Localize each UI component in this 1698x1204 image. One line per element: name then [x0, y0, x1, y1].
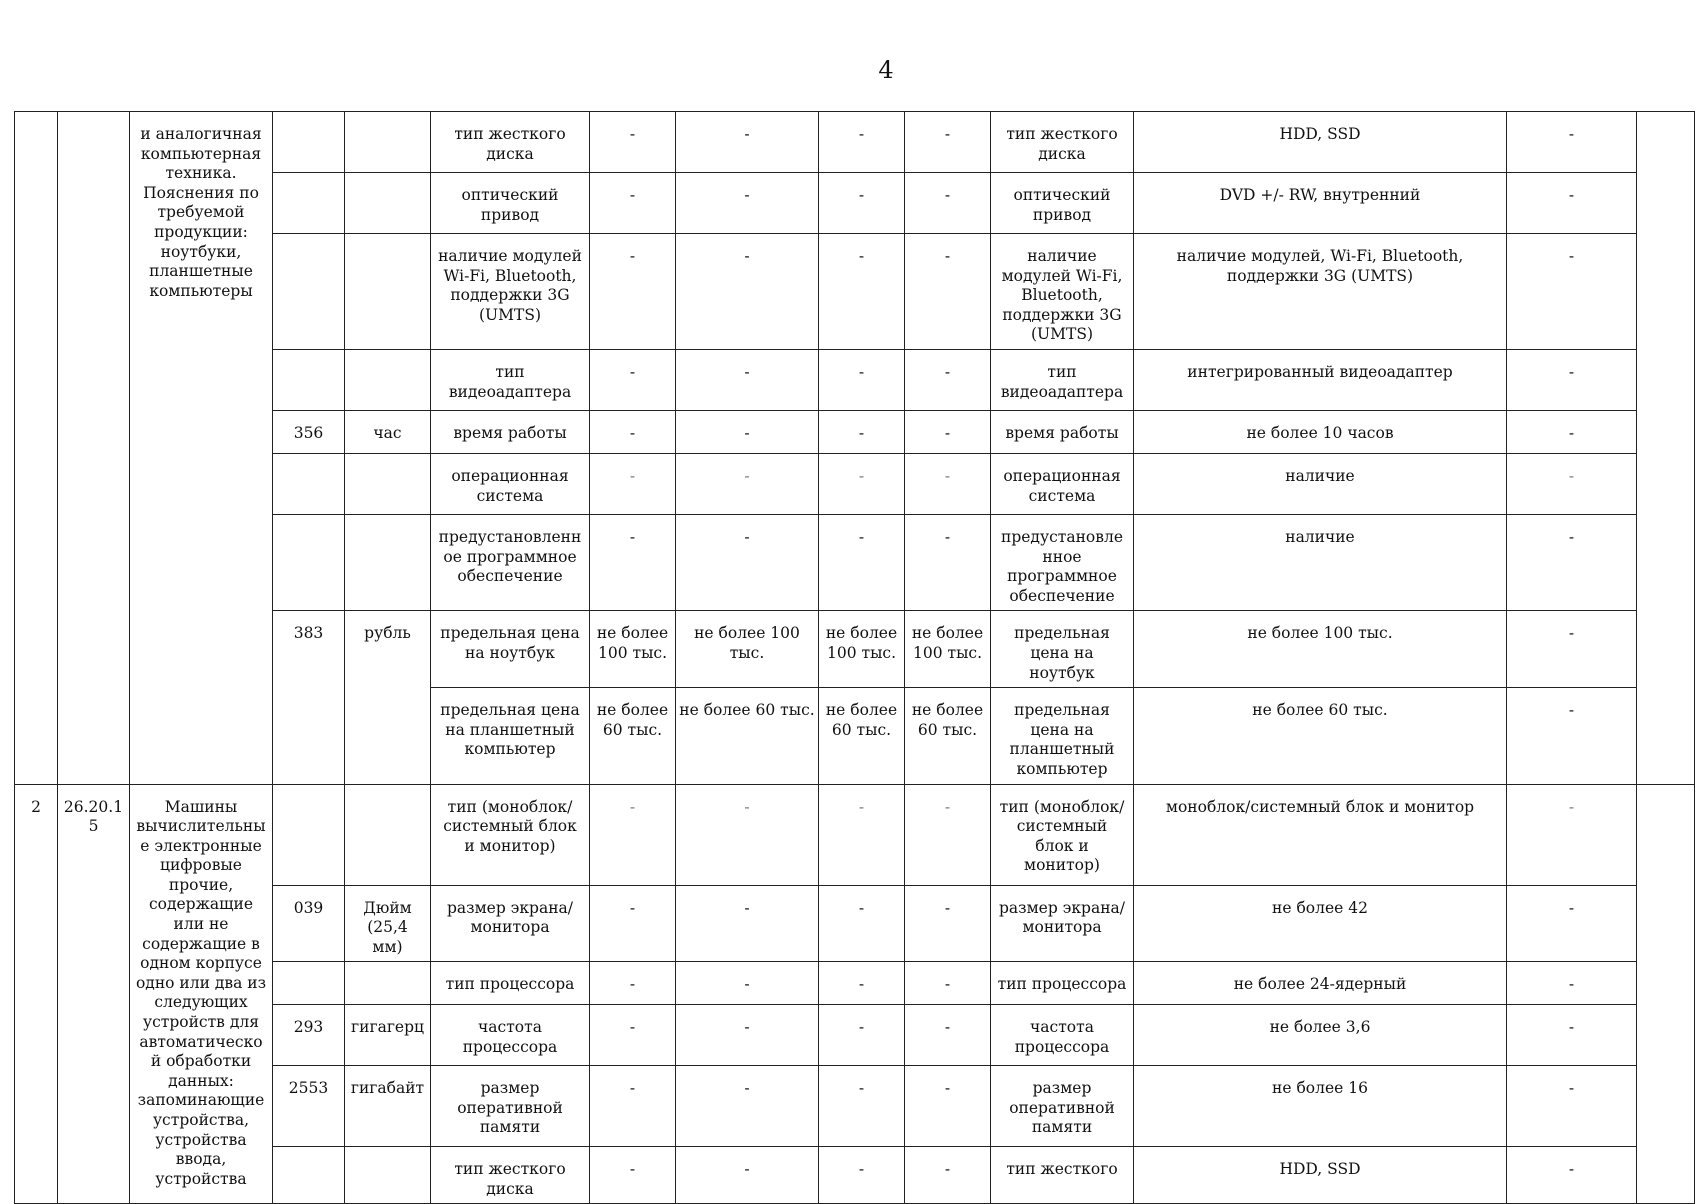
unit-code-cell: 2553: [273, 1066, 345, 1147]
characteristic-repeat-cell: размер экрана/монитора: [991, 885, 1134, 962]
characteristic-cell: тип жесткого диска: [431, 1147, 590, 1204]
unit-name-cell: [345, 173, 431, 234]
product-name-cell: и аналогичная компьютерная техника. Пояснения по требуемой продукции: ноутбуки, планшетные компьютеры: [130, 112, 273, 785]
value-cell: -: [819, 784, 905, 885]
characteristic-value-cell: не более 42: [1134, 885, 1507, 962]
characteristics-table: [14, 111, 1695, 1204]
characteristic-repeat-cell: тип процессора: [991, 962, 1134, 1005]
function-cell: [1637, 784, 1695, 1204]
characteristic-value-cell: не более 16: [1134, 1066, 1507, 1147]
characteristic-cell: оптический привод: [431, 173, 590, 234]
characteristic-cell: размер экрана/монитора: [431, 885, 590, 962]
justification-cell: -: [1507, 962, 1637, 1005]
characteristic-value-cell: наличие: [1134, 453, 1507, 514]
justification-cell: -: [1507, 173, 1637, 234]
characteristic-repeat-cell: предельная цена на планшетный компьютер: [991, 688, 1134, 784]
characteristic-repeat-cell: оптический привод: [991, 173, 1134, 234]
value-cell: -: [590, 885, 676, 962]
function-cell: [1637, 112, 1695, 785]
characteristic-cell: предустановленное программное обеспечение: [431, 514, 590, 610]
justification-cell: -: [1507, 784, 1637, 885]
row-index-cell: [15, 112, 58, 785]
value-cell: -: [676, 1147, 819, 1204]
unit-name-cell: час: [345, 410, 431, 453]
value-cell: не более 60 тыс.: [905, 688, 991, 784]
value-cell: не более 60 тыс.: [590, 688, 676, 784]
characteristic-repeat-cell: наличие модулей Wi-Fi, Bluetooth, поддержки 3G (UMTS): [991, 234, 1134, 350]
unit-name-cell: [345, 784, 431, 885]
characteristic-cell: тип жесткого диска: [431, 112, 590, 173]
characteristic-value-cell: не более 60 тыс.: [1134, 688, 1507, 784]
characteristic-repeat-cell: операционная система: [991, 453, 1134, 514]
unit-code-cell: 383: [273, 611, 345, 784]
unit-name-cell: [345, 234, 431, 350]
table-row: [15, 784, 1695, 885]
value-cell: -: [676, 349, 819, 410]
unit-code-cell: [273, 1147, 345, 1204]
value-cell: -: [590, 453, 676, 514]
unit-code-cell: [273, 514, 345, 610]
value-cell: -: [676, 1005, 819, 1066]
product-name-cell: Машины вычислительные электронные цифровые прочие, содержащие или не содержащие в одном корпусе одно или два из следующих устройств для автоматической обработки данных: запоминающие устройства, устройства ввода, устройства: [130, 784, 273, 1204]
characteristic-value-cell: интегрированный видеоадаптер: [1134, 349, 1507, 410]
characteristic-value-cell: наличие модулей, Wi-Fi, Bluetooth, поддержки 3G (UMTS): [1134, 234, 1507, 350]
value-cell: -: [905, 1066, 991, 1147]
value-cell: -: [819, 234, 905, 350]
justification-cell: -: [1507, 1147, 1637, 1204]
value-cell: -: [590, 1005, 676, 1066]
value-cell: не более 60 тыс.: [676, 688, 819, 784]
row-index-cell: 2: [15, 784, 58, 1204]
value-cell: -: [819, 349, 905, 410]
characteristic-value-cell: наличие: [1134, 514, 1507, 610]
value-cell: -: [676, 453, 819, 514]
characteristic-cell: тип видеоадаптера: [431, 349, 590, 410]
value-cell: -: [819, 1147, 905, 1204]
characteristic-cell: предельная цена на планшетный компьютер: [431, 688, 590, 784]
unit-name-cell: [345, 349, 431, 410]
characteristic-value-cell: HDD, SSD: [1134, 112, 1507, 173]
unit-code-cell: [273, 962, 345, 1005]
value-cell: -: [905, 885, 991, 962]
unit-code-cell: [273, 173, 345, 234]
unit-code-cell: [273, 234, 345, 350]
value-cell: -: [676, 234, 819, 350]
value-cell: -: [905, 1147, 991, 1204]
value-cell: -: [905, 173, 991, 234]
value-cell: -: [590, 410, 676, 453]
value-cell: не более 100 тыс.: [819, 611, 905, 688]
characteristic-value-cell: не более 100 тыс.: [1134, 611, 1507, 688]
value-cell: -: [676, 784, 819, 885]
value-cell: -: [590, 349, 676, 410]
value-cell: -: [905, 1005, 991, 1066]
unit-name-cell: [345, 1147, 431, 1204]
value-cell: -: [676, 514, 819, 610]
unit-code-cell: [273, 453, 345, 514]
value-cell: -: [905, 453, 991, 514]
value-cell: -: [819, 112, 905, 173]
value-cell: -: [905, 410, 991, 453]
characteristic-cell: операционная система: [431, 453, 590, 514]
value-cell: -: [905, 784, 991, 885]
value-cell: -: [676, 410, 819, 453]
characteristic-cell: время работы: [431, 410, 590, 453]
justification-cell: -: [1507, 349, 1637, 410]
characteristic-repeat-cell: предустановленное программное обеспечение: [991, 514, 1134, 610]
value-cell: -: [590, 784, 676, 885]
value-cell: -: [676, 962, 819, 1005]
value-cell: -: [819, 962, 905, 1005]
characteristic-value-cell: HDD, SSD: [1134, 1147, 1507, 1204]
justification-cell: -: [1507, 1066, 1637, 1147]
characteristic-cell: размер оперативной памяти: [431, 1066, 590, 1147]
value-cell: -: [819, 514, 905, 610]
justification-cell: -: [1507, 453, 1637, 514]
characteristic-cell: предельная цена на ноутбук: [431, 611, 590, 688]
value-cell: -: [590, 962, 676, 1005]
justification-cell: -: [1507, 688, 1637, 784]
table-row: [15, 112, 1695, 173]
characteristic-repeat-cell: тип видеоадаптера: [991, 349, 1134, 410]
characteristic-repeat-cell: тип жесткого: [991, 1147, 1134, 1204]
unit-code-cell: [273, 349, 345, 410]
value-cell: -: [590, 514, 676, 610]
unit-code-cell: 293: [273, 1005, 345, 1066]
value-cell: -: [676, 885, 819, 962]
unit-name-cell: [345, 514, 431, 610]
characteristic-repeat-cell: предельная цена на ноутбук: [991, 611, 1134, 688]
value-cell: -: [905, 962, 991, 1005]
okpd-code-cell: [58, 112, 130, 785]
justification-cell: -: [1507, 611, 1637, 688]
characteristic-value-cell: не более 10 часов: [1134, 410, 1507, 453]
value-cell: -: [819, 885, 905, 962]
justification-cell: -: [1507, 112, 1637, 173]
unit-name-cell: [345, 962, 431, 1005]
value-cell: не более 100 тыс.: [905, 611, 991, 688]
value-cell: -: [590, 112, 676, 173]
justification-cell: -: [1507, 234, 1637, 350]
characteristic-value-cell: не более 24-ядерный: [1134, 962, 1507, 1005]
unit-name-cell: гигагерц: [345, 1005, 431, 1066]
value-cell: -: [590, 234, 676, 350]
characteristic-cell: тип (моноблок/системный блок и монитор): [431, 784, 590, 885]
value-cell: -: [676, 1066, 819, 1147]
unit-code-cell: [273, 784, 345, 885]
value-cell: -: [590, 1147, 676, 1204]
value-cell: -: [819, 1005, 905, 1066]
value-cell: -: [905, 234, 991, 350]
value-cell: -: [819, 1066, 905, 1147]
characteristic-repeat-cell: размер оперативной памяти: [991, 1066, 1134, 1147]
value-cell: не более 60 тыс.: [819, 688, 905, 784]
unit-name-cell: [345, 453, 431, 514]
characteristic-repeat-cell: тип жесткого диска: [991, 112, 1134, 173]
characteristic-value-cell: моноблок/системный блок и монитор: [1134, 784, 1507, 885]
okpd-code-cell: 26.20.15: [58, 784, 130, 1204]
justification-cell: -: [1507, 885, 1637, 962]
characteristic-cell: частота процессора: [431, 1005, 590, 1066]
unit-name-cell: рубль: [345, 611, 431, 784]
value-cell: не более 100 тыс.: [590, 611, 676, 688]
value-cell: -: [905, 514, 991, 610]
value-cell: -: [819, 173, 905, 234]
value-cell: -: [676, 112, 819, 173]
characteristic-value-cell: не более 3,6: [1134, 1005, 1507, 1066]
characteristic-cell: наличие модулей Wi-Fi, Bluetooth, поддержки 3G (UMTS): [431, 234, 590, 350]
unit-code-cell: [273, 112, 345, 173]
unit-name-cell: гигабайт: [345, 1066, 431, 1147]
justification-cell: -: [1507, 1005, 1637, 1066]
unit-code-cell: 356: [273, 410, 345, 453]
justification-cell: -: [1507, 410, 1637, 453]
unit-name-cell: [345, 112, 431, 173]
value-cell: -: [905, 112, 991, 173]
value-cell: -: [590, 173, 676, 234]
page-number: 4: [878, 56, 894, 84]
characteristic-repeat-cell: тип (моноблок/системный блок и монитор): [991, 784, 1134, 885]
characteristic-repeat-cell: время работы: [991, 410, 1134, 453]
value-cell: не более 100 тыс.: [676, 611, 819, 688]
unit-code-cell: 039: [273, 885, 345, 962]
characteristic-cell: тип процессора: [431, 962, 590, 1005]
value-cell: -: [905, 349, 991, 410]
justification-cell: -: [1507, 514, 1637, 610]
characteristic-value-cell: DVD +/- RW, внутренний: [1134, 173, 1507, 234]
characteristic-repeat-cell: частота процессора: [991, 1005, 1134, 1066]
value-cell: -: [819, 410, 905, 453]
value-cell: -: [676, 173, 819, 234]
unit-name-cell: Дюйм (25,4 мм): [345, 885, 431, 962]
value-cell: -: [590, 1066, 676, 1147]
value-cell: -: [819, 453, 905, 514]
